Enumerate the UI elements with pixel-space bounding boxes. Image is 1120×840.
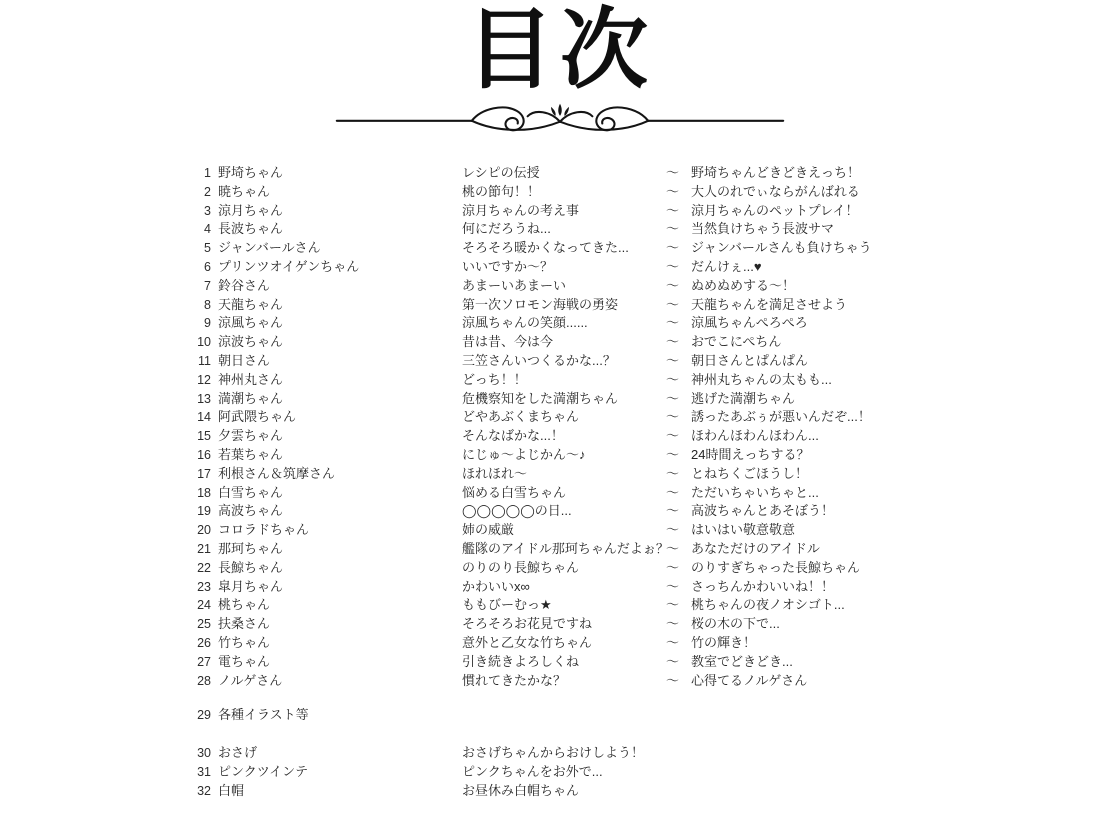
toc-row — [185, 183, 872, 202]
entry-title: そろそろお花見ですね — [462, 616, 593, 632]
entry-character-name: 阿武隈ちゃん — [218, 409, 297, 425]
entry-character-name: 長波ちゃん — [218, 221, 284, 237]
entry-number: 28 — [197, 673, 211, 688]
toc-row — [185, 427, 872, 446]
entry-character-name: 涼月ちゃん — [218, 202, 284, 218]
entry-subtitle — [691, 744, 872, 763]
toc-row — [185, 763, 872, 782]
entry-character-name: 利根さん＆筑摩さん — [218, 465, 336, 481]
entry-subtitle: 涼風ちゃんぺろぺろ — [691, 315, 808, 331]
entry-subtitle: 逃げた満潮ちゃん — [691, 390, 796, 406]
toc-row — [185, 706, 872, 725]
entry-number: 7 — [204, 278, 211, 293]
toc-row — [185, 615, 872, 634]
entry-number: 17 — [197, 466, 211, 481]
entry-title: どやあぶくまちゃん — [462, 409, 580, 425]
entry-subtitle: だんけぇ...♥ — [691, 258, 762, 274]
entry-character-name: 各種イラスト等 — [218, 707, 309, 723]
tilde-separator: ～ — [666, 653, 680, 669]
toc-row — [185, 744, 872, 763]
entry-character-name: 扶桑さん — [218, 616, 271, 632]
tilde-separator: ～ — [666, 202, 680, 218]
entry-character-name: コロラドちゃん — [218, 522, 310, 538]
tilde-separator: ～ — [666, 409, 680, 425]
toc-row — [185, 672, 872, 691]
entry-number: 4 — [204, 222, 211, 237]
toc-row — [185, 277, 872, 296]
entry-subtitle: 涼月ちゃんのペットプレイ！ — [691, 202, 859, 218]
entry-subtitle: 桃ちゃんの夜ノオシゴト... — [691, 597, 845, 613]
tilde-separator — [666, 706, 691, 725]
tilde-separator: ～ — [666, 465, 680, 481]
entry-title: 昔は昔、今は今 — [462, 334, 554, 350]
tilde-separator: ～ — [666, 315, 680, 331]
toc-row — [185, 596, 872, 615]
tilde-separator: ～ — [666, 390, 680, 406]
toc-row — [185, 371, 872, 390]
table-of-contents — [185, 164, 872, 801]
entry-number: 1 — [204, 166, 211, 180]
entry-number: 8 — [204, 297, 211, 312]
toc-row — [185, 446, 872, 465]
entry-character-name: 皐月ちゃん — [218, 578, 284, 594]
entry-character-name: ピンクツインテ — [218, 763, 309, 779]
entry-title: 三笠さんいつくるかな...？ — [462, 352, 616, 368]
entry-number: 13 — [197, 391, 211, 406]
toc-row — [185, 314, 872, 333]
tilde-separator: ～ — [666, 296, 680, 312]
entry-number: 15 — [197, 429, 211, 444]
toc-row — [185, 408, 872, 427]
entry-subtitle: 教室でどきどき... — [691, 653, 793, 669]
entry-character-name: 那珂ちゃん — [218, 540, 284, 556]
entry-character-name: ノルゲさん — [218, 672, 283, 688]
toc-row — [185, 578, 872, 597]
toc-row — [185, 390, 872, 409]
divider-container — [0, 101, 1120, 142]
tilde-separator: ～ — [666, 484, 680, 500]
toc-row — [185, 202, 872, 221]
entry-character-name: 白雪ちゃん — [218, 484, 284, 500]
toc-row — [185, 653, 872, 672]
toc-row — [185, 164, 872, 183]
entry-title: 涼月ちゃんの考え事 — [462, 202, 580, 218]
entry-subtitle: おでこにぺちん — [691, 334, 782, 350]
entry-title: かわいいx∞ — [462, 578, 530, 594]
tilde-separator: ～ — [666, 334, 680, 350]
entry-number: 11 — [198, 353, 211, 368]
entry-character-name: ジャンバールさん — [218, 240, 321, 256]
entry-subtitle: 高波ちゃんとあそぼう！ — [691, 503, 835, 519]
toc-row — [185, 540, 872, 559]
entry-number: 30 — [197, 746, 211, 761]
entry-subtitle: とねちくごほうし！ — [691, 465, 809, 481]
section-gap — [185, 690, 872, 706]
entry-character-name: 竹ちゃん — [218, 634, 271, 650]
entry-number: 2 — [204, 184, 211, 199]
entry-number: 24 — [197, 598, 211, 613]
entry-number: 3 — [204, 203, 211, 218]
entry-subtitle: ジャンバールさんも負けちゃう — [691, 240, 872, 256]
toc-row — [185, 296, 872, 315]
entry-character-name: 朝日さん — [218, 352, 271, 368]
entry-number: 10 — [197, 335, 211, 350]
entry-number: 31 — [197, 764, 211, 779]
entry-subtitle: 24時間えっちする？ — [691, 446, 810, 462]
toc-row — [185, 521, 872, 540]
entry-character-name: 高波ちゃん — [218, 503, 284, 519]
entry-character-name: 神州丸さん — [218, 371, 284, 387]
entry-subtitle: はいはい敬意敬意 — [691, 522, 796, 538]
entry-title: のりのり長鯨ちゃん — [462, 559, 580, 575]
toc-extra-section — [185, 744, 872, 800]
entry-character-name: 野埼ちゃん — [218, 165, 284, 180]
entry-number: 21 — [197, 541, 211, 556]
entry-number: 22 — [197, 560, 211, 575]
tilde-separator: ～ — [666, 371, 680, 387]
entry-title: 第一次ソロモン海戦の勇姿 — [462, 296, 619, 312]
tilde-separator: ～ — [666, 277, 680, 293]
entry-title: 涼風ちゃんの笑顔...... — [462, 315, 588, 331]
entry-character-name: 長鯨ちゃん — [218, 559, 284, 575]
entry-title: ももびーむっ★ — [462, 597, 552, 613]
entry-character-name: 暁ちゃん — [218, 183, 271, 199]
entry-title: 悩める白雪ちゃん — [462, 484, 567, 500]
entry-number: 29 — [197, 708, 211, 723]
tilde-separator: ～ — [666, 559, 680, 575]
entry-number: 18 — [197, 485, 211, 500]
page-header — [0, 0, 1120, 142]
entry-character-name: 夕雲ちゃん — [218, 428, 284, 444]
entry-subtitle: 当然負けちゃう長波サマ — [691, 221, 835, 237]
tilde-separator: ～ — [666, 258, 680, 274]
ornamental-flourish-divider-icon — [320, 101, 800, 137]
tilde-separator: ～ — [666, 352, 680, 368]
toc-row — [185, 239, 872, 258]
entry-character-name: 若葉ちゃん — [218, 446, 284, 462]
entry-title: 引き続きよろしくね — [462, 653, 580, 669]
entry-title — [462, 706, 666, 725]
entry-title: 危機察知をした満潮ちゃん — [462, 390, 619, 406]
entry-subtitle: 竹の輝き！ — [691, 634, 757, 650]
entry-title: ピンクちゃんをお外で... — [462, 763, 603, 779]
tilde-separator: ～ — [666, 446, 680, 462]
entry-character-name: プリンツオイゲンちゃん — [218, 258, 360, 274]
entry-title: そろそろ暖かくなってきた... — [462, 240, 629, 256]
entry-number: 23 — [197, 579, 211, 594]
toc-row — [185, 352, 872, 371]
tilde-separator: ～ — [666, 634, 680, 650]
entry-number: 12 — [197, 372, 211, 387]
entry-title: お昼休み白帽ちゃん — [462, 782, 580, 798]
toc-row — [185, 484, 872, 503]
tilde-separator: ～ — [666, 616, 680, 632]
entry-number: 6 — [204, 259, 211, 274]
entry-title: 意外と乙女な竹ちゃん — [462, 634, 593, 650]
entry-character-name: 鈴谷さん — [218, 277, 271, 293]
entry-subtitle: 神州丸ちゃんの太もも... — [691, 371, 832, 387]
entry-title: いいですか～？ — [462, 258, 554, 274]
entry-character-name: 電ちゃん — [218, 653, 271, 669]
entry-character-name: 桃ちゃん — [218, 597, 271, 613]
entry-title: ほれほれ～ — [462, 465, 528, 481]
entry-subtitle: 誘ったあぶぅが悪いんだぞ...！ — [691, 409, 871, 425]
entry-number: 27 — [197, 654, 211, 669]
entry-title: 慣れてきたかな？ — [462, 672, 567, 688]
tilde-separator: ～ — [666, 672, 680, 688]
toc-main-section — [185, 164, 872, 690]
entry-title: レシピの伝授 — [462, 165, 540, 180]
entry-title: ◯◯◯◯◯の日... — [462, 503, 572, 519]
toc-row — [185, 502, 872, 521]
tilde-separator: ～ — [666, 540, 680, 556]
entry-title: 何にだろうね... — [462, 221, 551, 237]
entry-subtitle: 大人のれでぃならがんばれる — [691, 183, 860, 199]
tilde-separator: ～ — [666, 428, 680, 444]
toc-row — [185, 782, 872, 801]
entry-character-name: おさげ — [218, 745, 258, 761]
entry-subtitle: あなただけのアイドル — [691, 540, 820, 556]
toc-row — [185, 465, 872, 484]
tilde-separator — [666, 763, 691, 782]
entry-number: 25 — [197, 617, 211, 632]
entry-character-name: 満潮ちゃん — [218, 390, 284, 406]
entry-title: 艦隊のアイドル那珂ちゃんだよぉ？ — [462, 540, 669, 556]
entry-number: 14 — [197, 410, 211, 425]
entry-title: どっち！！ — [462, 371, 527, 387]
entry-subtitle: 心得てるノルゲさん — [691, 672, 808, 688]
entry-subtitle: 天龍ちゃんを満足させよう — [691, 296, 848, 312]
entry-number: 32 — [197, 783, 211, 798]
entry-character-name: 天龍ちゃん — [218, 296, 284, 312]
entry-character-name: 涼波ちゃん — [218, 334, 284, 350]
tilde-separator: ～ — [666, 183, 680, 199]
tilde-separator: ～ — [666, 503, 680, 519]
entry-character-name: 涼風ちゃん — [218, 315, 284, 331]
tilde-separator — [666, 744, 691, 763]
entry-title: 桃の節句！！ — [462, 183, 541, 199]
entry-number: 16 — [197, 447, 211, 462]
page-title: 目次 — [465, 0, 654, 99]
entry-number: 19 — [197, 504, 211, 519]
tilde-separator: ～ — [666, 240, 680, 256]
entry-subtitle: ぬめぬめする～！ — [691, 277, 796, 293]
entry-subtitle: 野埼ちゃんどきどきえっち！ — [691, 165, 861, 180]
entry-subtitle: さっちんかわいいね！！ — [691, 578, 835, 594]
toc-illustrations-section — [185, 706, 872, 725]
tilde-separator: ～ — [666, 165, 680, 180]
entry-subtitle: 桜の木の下で... — [691, 616, 780, 632]
entry-subtitle: ただいちゃいちゃと... — [691, 484, 819, 500]
entry-title: 姉の威厳 — [462, 522, 515, 538]
entry-subtitle — [691, 782, 872, 801]
entry-subtitle: ほわんほわんほわん... — [691, 428, 819, 444]
entry-subtitle: 朝日さんとぱんぱん — [691, 352, 809, 368]
entry-subtitle — [691, 706, 872, 725]
toc-row — [185, 559, 872, 578]
entry-title: そんなばかな...！ — [462, 428, 564, 444]
entry-number: 9 — [204, 316, 211, 331]
entry-subtitle: のりすぎちゃった長鯨ちゃん — [691, 559, 861, 575]
toc-row — [185, 220, 872, 239]
tilde-separator: ～ — [666, 522, 680, 538]
tilde-separator — [666, 782, 691, 801]
tilde-separator: ～ — [666, 578, 680, 594]
entry-title: おさげちゃんからおけしよう！ — [462, 745, 645, 761]
tilde-separator: ～ — [666, 597, 680, 613]
toc-row — [185, 634, 872, 653]
tilde-separator: ～ — [666, 221, 680, 237]
toc-row — [185, 258, 872, 277]
entry-title: にじゅ～よじかん～♪ — [462, 446, 586, 462]
entry-character-name: 白帽 — [218, 782, 245, 798]
toc-row — [185, 333, 872, 352]
entry-number: 5 — [204, 241, 211, 256]
entry-title: あまーいあまーい — [462, 277, 567, 293]
section-gap — [185, 725, 872, 744]
entry-number: 26 — [197, 635, 211, 650]
entry-subtitle — [691, 763, 872, 782]
entry-number: 20 — [197, 523, 211, 538]
